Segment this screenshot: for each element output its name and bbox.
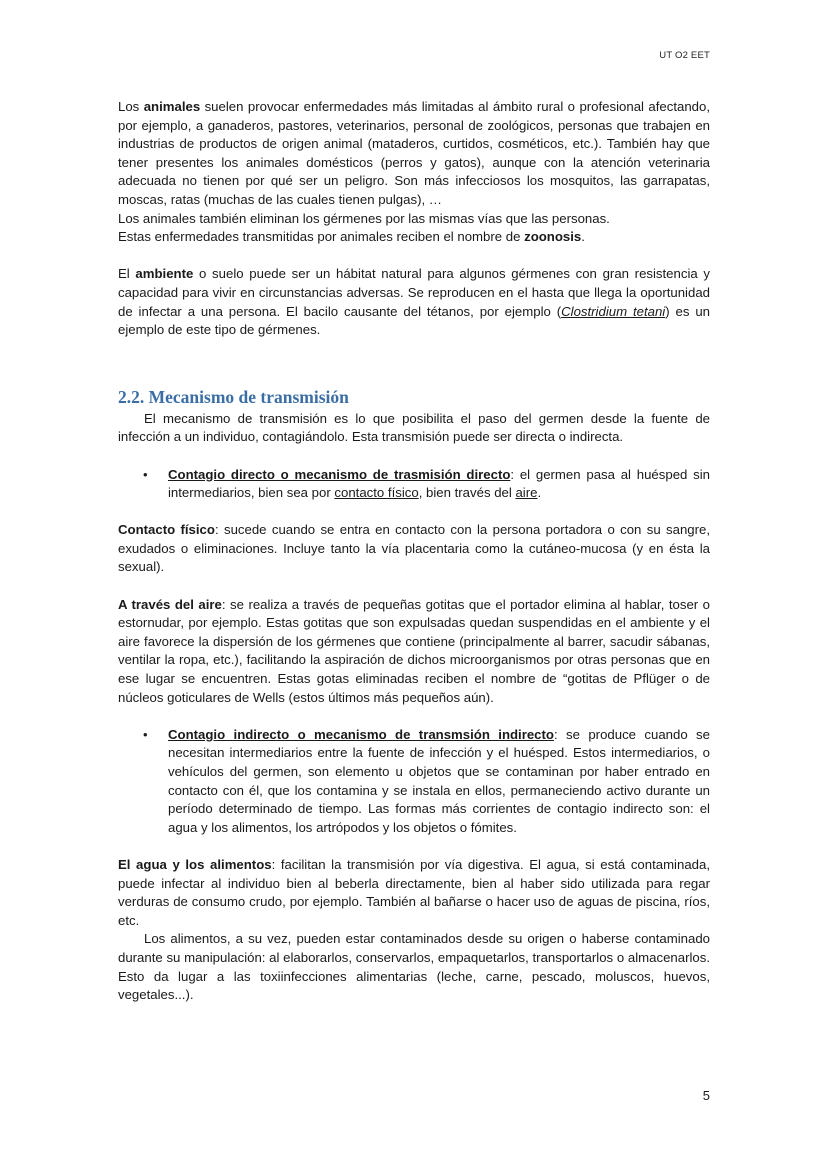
bold-term-ambiente: ambiente bbox=[135, 266, 194, 282]
bullet-dot: • bbox=[143, 726, 148, 742]
bullet-dot: • bbox=[143, 466, 148, 482]
bullet-title: Contagio indirecto o mecanismo de transmsión indirecto bbox=[168, 726, 554, 742]
paragraph-intro: El mecanismo de transmisión es lo que posibilita el paso del germen desde la fuente de infección a un individuo, contagiándolo. Esta transmisión puede ser directa o indirecta. bbox=[118, 410, 710, 445]
paragraph-contacto-fisico bbox=[118, 521, 710, 577]
paragraph-animales-vias: Los animales también eliminan los gérmenes por las mismas vías que las personas. bbox=[118, 210, 610, 226]
text: : facilitan la transmisión por vía digestiva. El agua, si está contaminada, puede infectar al individuo bien al beberla directamente, bien al haber sido utilizada para regar verduras de consumo crudo, por ejemplo. También al bañarse o hacer uso de aguas de piscina, ríos, etc. bbox=[118, 856, 710, 928]
underlined-term: contacto físico bbox=[334, 485, 419, 501]
bold-term: Contacto físico bbox=[118, 522, 215, 538]
paragraph-animales bbox=[118, 98, 710, 210]
text: : se produce cuando se necesitan intermediarios entre la fuente de infección y el huésped. Estos intermediarios, o vehículos del germen, son elemento u objetos que se contaminan por haber entrado en contacto con él, que los contamina y se instala en ellos, permaneciendo activo durante un período determinado de tiempo. Las formas más corrientes de contagio indirecto son: el agua y los alimentos, los artrópodos y los objetos o fómites. bbox=[168, 726, 710, 835]
section-heading: 2.2. Mecanismo de transmisión bbox=[118, 386, 349, 407]
text: . bbox=[581, 229, 585, 245]
bullet-contagio-indirecto bbox=[118, 726, 710, 838]
page-number: 5 bbox=[702, 1088, 710, 1103]
text: : sucede cuando se entra en contacto con la persona portadora o con su sangre, exudados o eliminaciones. Incluye tanto la vía placentaria como la cutáneo-mucosa (y en ésta la sexual). bbox=[118, 522, 711, 575]
text: : se realiza a través de pequeñas gotitas que el portador elimina al hablar, toser o estornudar, por ejemplo. Estas gotitas que son expulsadas quedan suspendidas en el ambiente y el aire favorece la dispersión de los gérmenes que contiene (principalmente al barrer, sacudir sábanas, ventilar la ropa, etc.), facilitando la aspiración de dichos microorganismos por otras personas que en ese lugar se encuentren. Estas gotas eliminadas reciben el nombre de “gotitas de Pflüger o de núcleos goticulares de Wells (estos últimos más pequeños aún). bbox=[118, 596, 710, 705]
species-name: Clostridium tetani bbox=[561, 303, 666, 319]
paragraph-aire bbox=[118, 596, 710, 708]
underlined-term: aire bbox=[515, 485, 538, 501]
text: Los bbox=[118, 99, 144, 114]
document-body bbox=[118, 98, 710, 1005]
text: ) es un ejemplo de este tipo de gérmenes. bbox=[118, 303, 711, 338]
text: o suelo puede ser un hábitat natural para algunos gérmenes con gran resistencia y capacidad para vivir en circunstancias adversas. Se reproducen en el hasta que llega la oportunidad de infectar a una persona. El bacilo causante del tétanos, por ejemplo ( bbox=[118, 266, 710, 319]
text: : el germen pasa al huésped sin intermediarios, bien sea por bbox=[168, 466, 710, 501]
running-header: UT O2 EET bbox=[659, 50, 710, 61]
paragraph-agua bbox=[118, 856, 710, 930]
bullet-contagio-directo bbox=[118, 466, 710, 503]
text: suelen provocar enfermedades más limitadas al ámbito rural o profesional afectando, por ejemplo, a ganaderos, pastores, veterinarios, personal de zoológicos, personas que trabajen en industrias de productos de origen animal (mataderos, curtidos, cosméticos, etc.). También hay que tener presentes los animales domésticos (perros y gatos), aunque con la atención veterinaria adecuada no tienen por qué ser un peligro. Son más infecciosos los mosquitos, las garrapatas, moscas, ratas (muchas de las cuales tienen pulgas), … bbox=[118, 99, 710, 207]
text: . bbox=[537, 485, 542, 501]
bullet-title: Contagio directo o mecanismo de trasmisión directo bbox=[168, 466, 511, 482]
paragraph-alimentos: Los alimentos, a su vez, pueden estar contaminados desde su origen o haberse contaminado durante su manipulación: al elaborarlos, conservarlos, empaquetarlos, transportarlos o almacenarlos. Esto da lugar a las toxiinfecciones alimentarias (leche, carne, pescado, moluscos, huevos, vegetales...). bbox=[118, 931, 710, 1003]
bold-term-animales: animales bbox=[143, 99, 201, 114]
text: Estas enfermedades transmitidas por animales reciben el nombre de bbox=[118, 229, 525, 245]
text: , bien través del bbox=[418, 485, 516, 501]
bold-term: A través del aire bbox=[118, 596, 222, 612]
paragraph-zoonosis bbox=[118, 228, 710, 247]
paragraph-ambiente bbox=[118, 265, 710, 339]
text: El bbox=[118, 266, 136, 282]
bold-term-zoonosis: zoonosis bbox=[524, 229, 582, 245]
bold-term: El agua y los alimentos bbox=[118, 856, 272, 872]
